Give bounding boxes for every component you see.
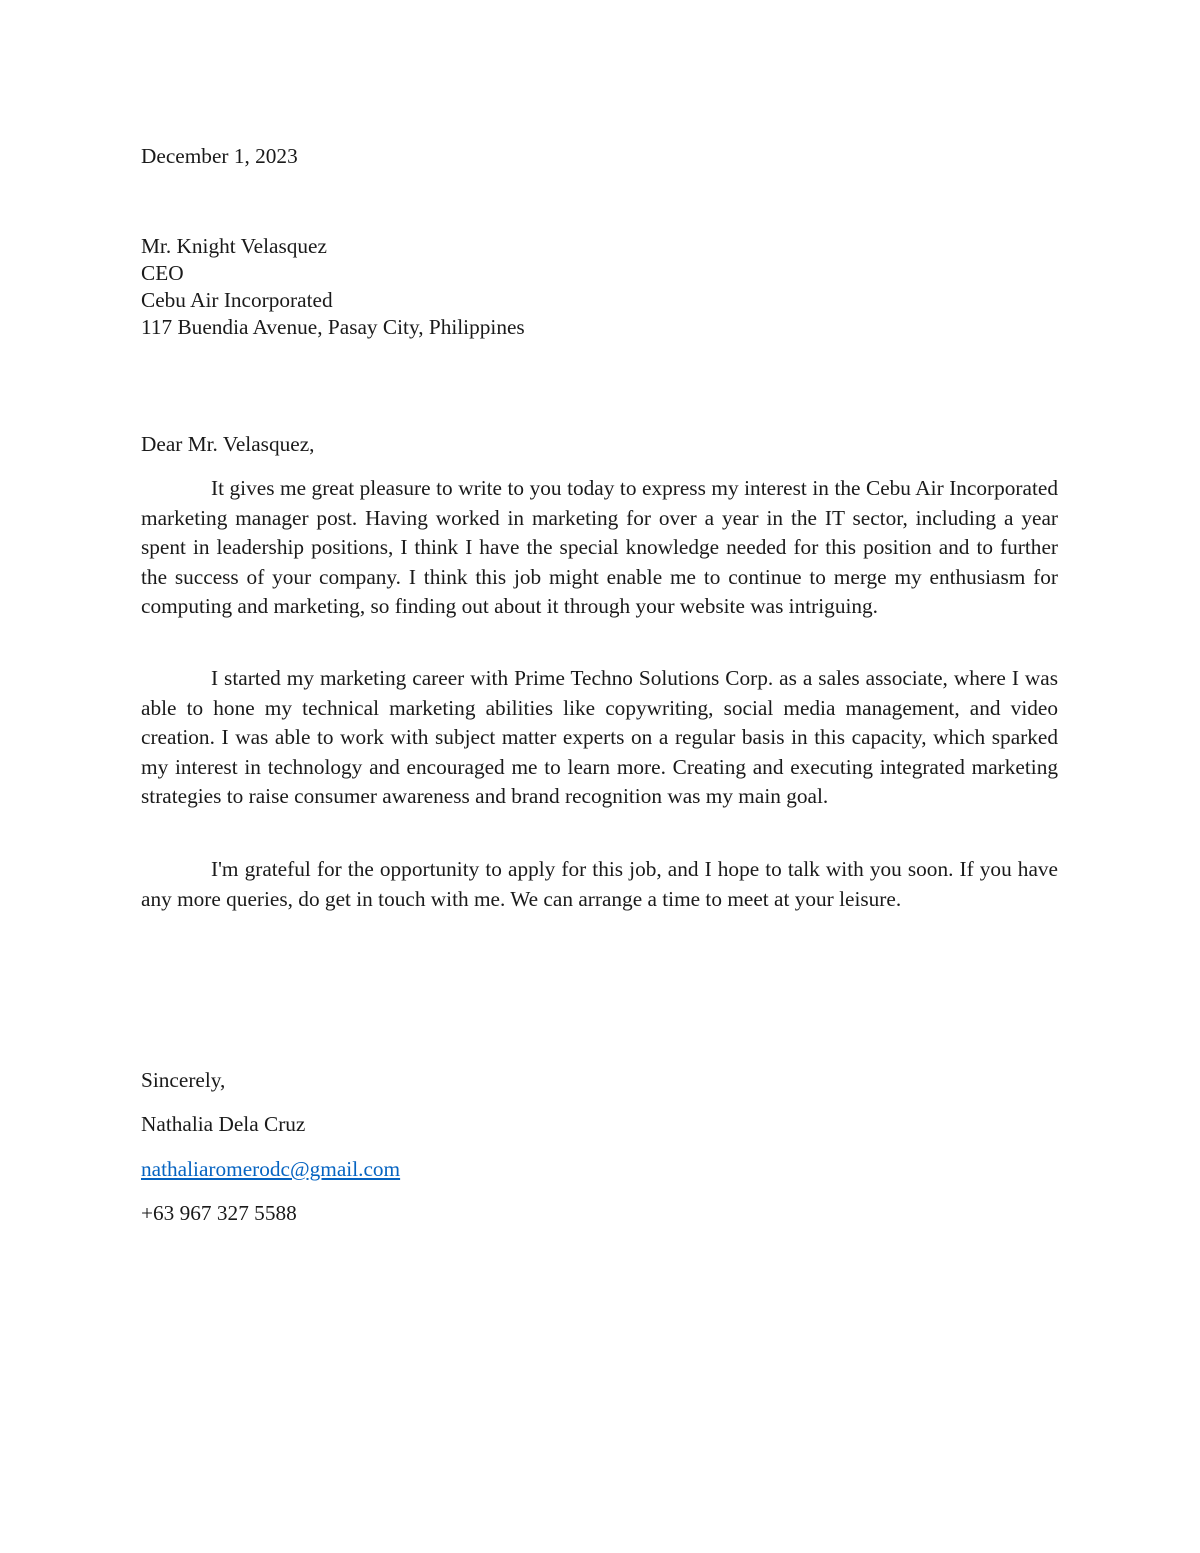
body-paragraph-2: I started my marketing career with Prime Techno Solutions Corp. as a sales associate, where I was able to hone my technical marketing abilities like copywriting, social media management, and video creation. I was able to work with subject matter experts on a regular basis in this capacity, which sparked my interest in technology and encouraged me to learn more. Creating and executing integrated marketing strategies to raise consumer awareness and brand recognition was my main goal. [141,666,1058,808]
recipient-company: Cebu Air Incorporated [141,288,333,312]
body-paragraph-1: It gives me great pleasure to write to you today to express my interest in the Cebu Air Incorporated marketing manager post. Having worked in marketing for over a year in the IT sector, including a year spent in leadership positions, I think I have the special knowledge needed for this position and to further the success of your company. I think this job might enable me to continue to merge my enthusiasm for computing and marketing, so finding out about it through your website was intriguing. [141,476,1058,618]
recipient-address: 117 Buendia Avenue, Pasay City, Philippines [141,315,525,339]
signature-name: Nathalia Dela Cruz [141,1112,306,1136]
recipient-title: CEO [141,261,184,285]
signature-phone: +63 967 327 5588 [141,1201,297,1225]
salutation: Dear Mr. Velasquez, [141,432,315,456]
recipient-name: Mr. Knight Velasquez [141,234,327,258]
closing: Sincerely, [141,1068,226,1092]
letter-date: December 1, 2023 [141,144,298,168]
body-paragraph-3: I'm grateful for the opportunity to apply for this job, and I hope to talk with you soon. If you have any more queries, do get in touch with me. We can arrange a time to meet at your leisure. [141,857,1058,911]
signature-email-link[interactable]: nathaliaromerodc@gmail.com [141,1157,401,1181]
